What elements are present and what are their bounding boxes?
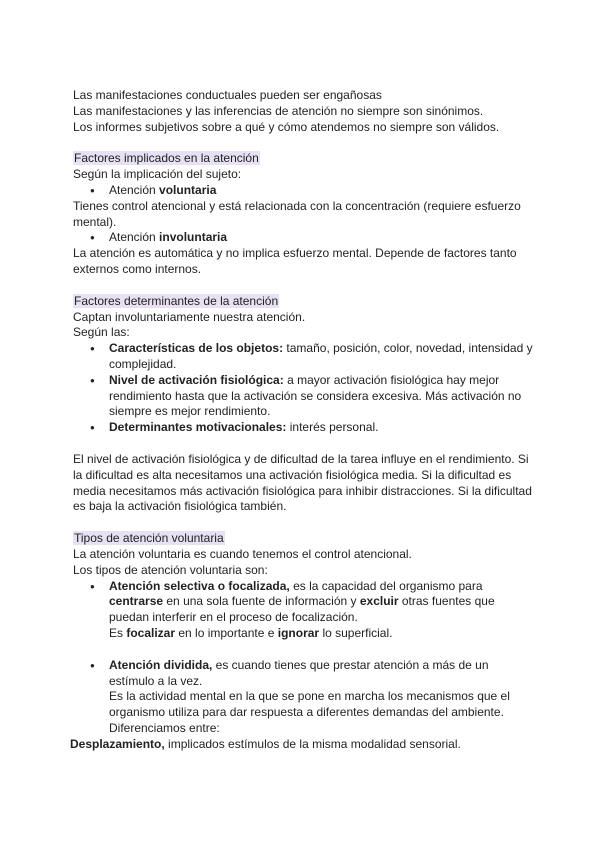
desplazamiento-line: Desplazamiento, implicados estímulos de la misma modalidad sensorial. xyxy=(70,736,461,751)
section1-paragraph-involuntaria: La atención es automática y no implica esfuerzo mental. Depende de factores tanto externos como internos. xyxy=(73,246,517,276)
intro-line-3: Los informes subjetivos sobre a qué y cómo atendemos no siempre son válidos. xyxy=(73,119,500,134)
section2-paragraph: El nivel de activación fisiológica y de dificultad de la tarea influye en el rendimiento. Si la dificultad es alta necesitamos una activación fisiológica media. Si la dificultad es media necesitamos más activación fisiológica para inhibir distracciones. Si la dificultad es baja la activación fisiológica también. xyxy=(73,451,532,514)
section1-list-a xyxy=(73,183,533,199)
list-item-activacion: ● Nivel de activación fisiológica: a mayor activación fisiológica hay mejor rendimiento hasta que la activación se considera excesiva. Más activación no siempre es mejor rendimiento. xyxy=(73,373,533,420)
list-item-selectiva: ● Atención selectiva o focalizada, es la capacidad del organismo para centrarse en una sola fuente de información y excluir otras fuentes que puedan interferir en el proceso de focalización. xyxy=(73,579,533,626)
dividida-detail: Es la actividad mental en la que se pone en marcha los mecanismos que el organismo utiliza para dar respuesta a diferentes demandas del ambiente. xyxy=(109,689,510,720)
list-item-voluntaria: ● Atención voluntaria xyxy=(73,183,533,199)
section1-subtitle: Según la implicación del sujeto: xyxy=(73,167,242,182)
section3-list-b xyxy=(73,658,533,690)
document-body xyxy=(70,88,533,752)
list-item-caracteristicas: ● Características de los objetos: tamaño, posición, color, novedad, intensidad y complejidad. xyxy=(73,341,533,373)
section2-line-1: Captan involuntariamente nuestra atención. xyxy=(73,309,306,324)
section3-line-2: Los tipos de atención voluntaria son: xyxy=(73,562,268,577)
section-heading-factores-determinantes: Factores determinantes de la atención xyxy=(74,293,279,308)
list-item-dividida: ● Atención dividida, es cuando tienes que prestar atención a más de un estímulo a la vez. xyxy=(73,658,533,690)
list-item-involuntaria: ● Atención involuntaria xyxy=(73,230,533,246)
selectiva-detail: Es focalizar en lo importante e ignorar lo superficial. xyxy=(109,625,393,640)
section2-line-2: Según las: xyxy=(73,325,130,340)
list-item-motivacionales: ● Determinantes motivacionales: interés personal. xyxy=(73,420,533,436)
intro-line-1: Las manifestaciones conductuales pueden ser engañosas xyxy=(73,88,382,102)
section1-list-b xyxy=(73,230,533,246)
section3-list xyxy=(73,579,533,626)
intro-line-2: Las manifestaciones y las inferencias de atención no siempre son sinónimos. xyxy=(73,103,484,118)
dividida-diferenciamos: Diferenciamos entre: xyxy=(109,720,220,735)
section3-line-1: La atención voluntaria es cuando tenemos el control atencional. xyxy=(73,546,412,561)
section2-list xyxy=(73,341,533,436)
section1-paragraph-voluntaria: Tienes control atencional y está relacionada con la concentración (requiere esfuerzo mental). xyxy=(73,198,521,229)
section-heading-tipos: Tipos de atención voluntaria xyxy=(74,531,224,546)
section-heading-factores-implicados: Factores implicados en la atención xyxy=(74,151,259,166)
